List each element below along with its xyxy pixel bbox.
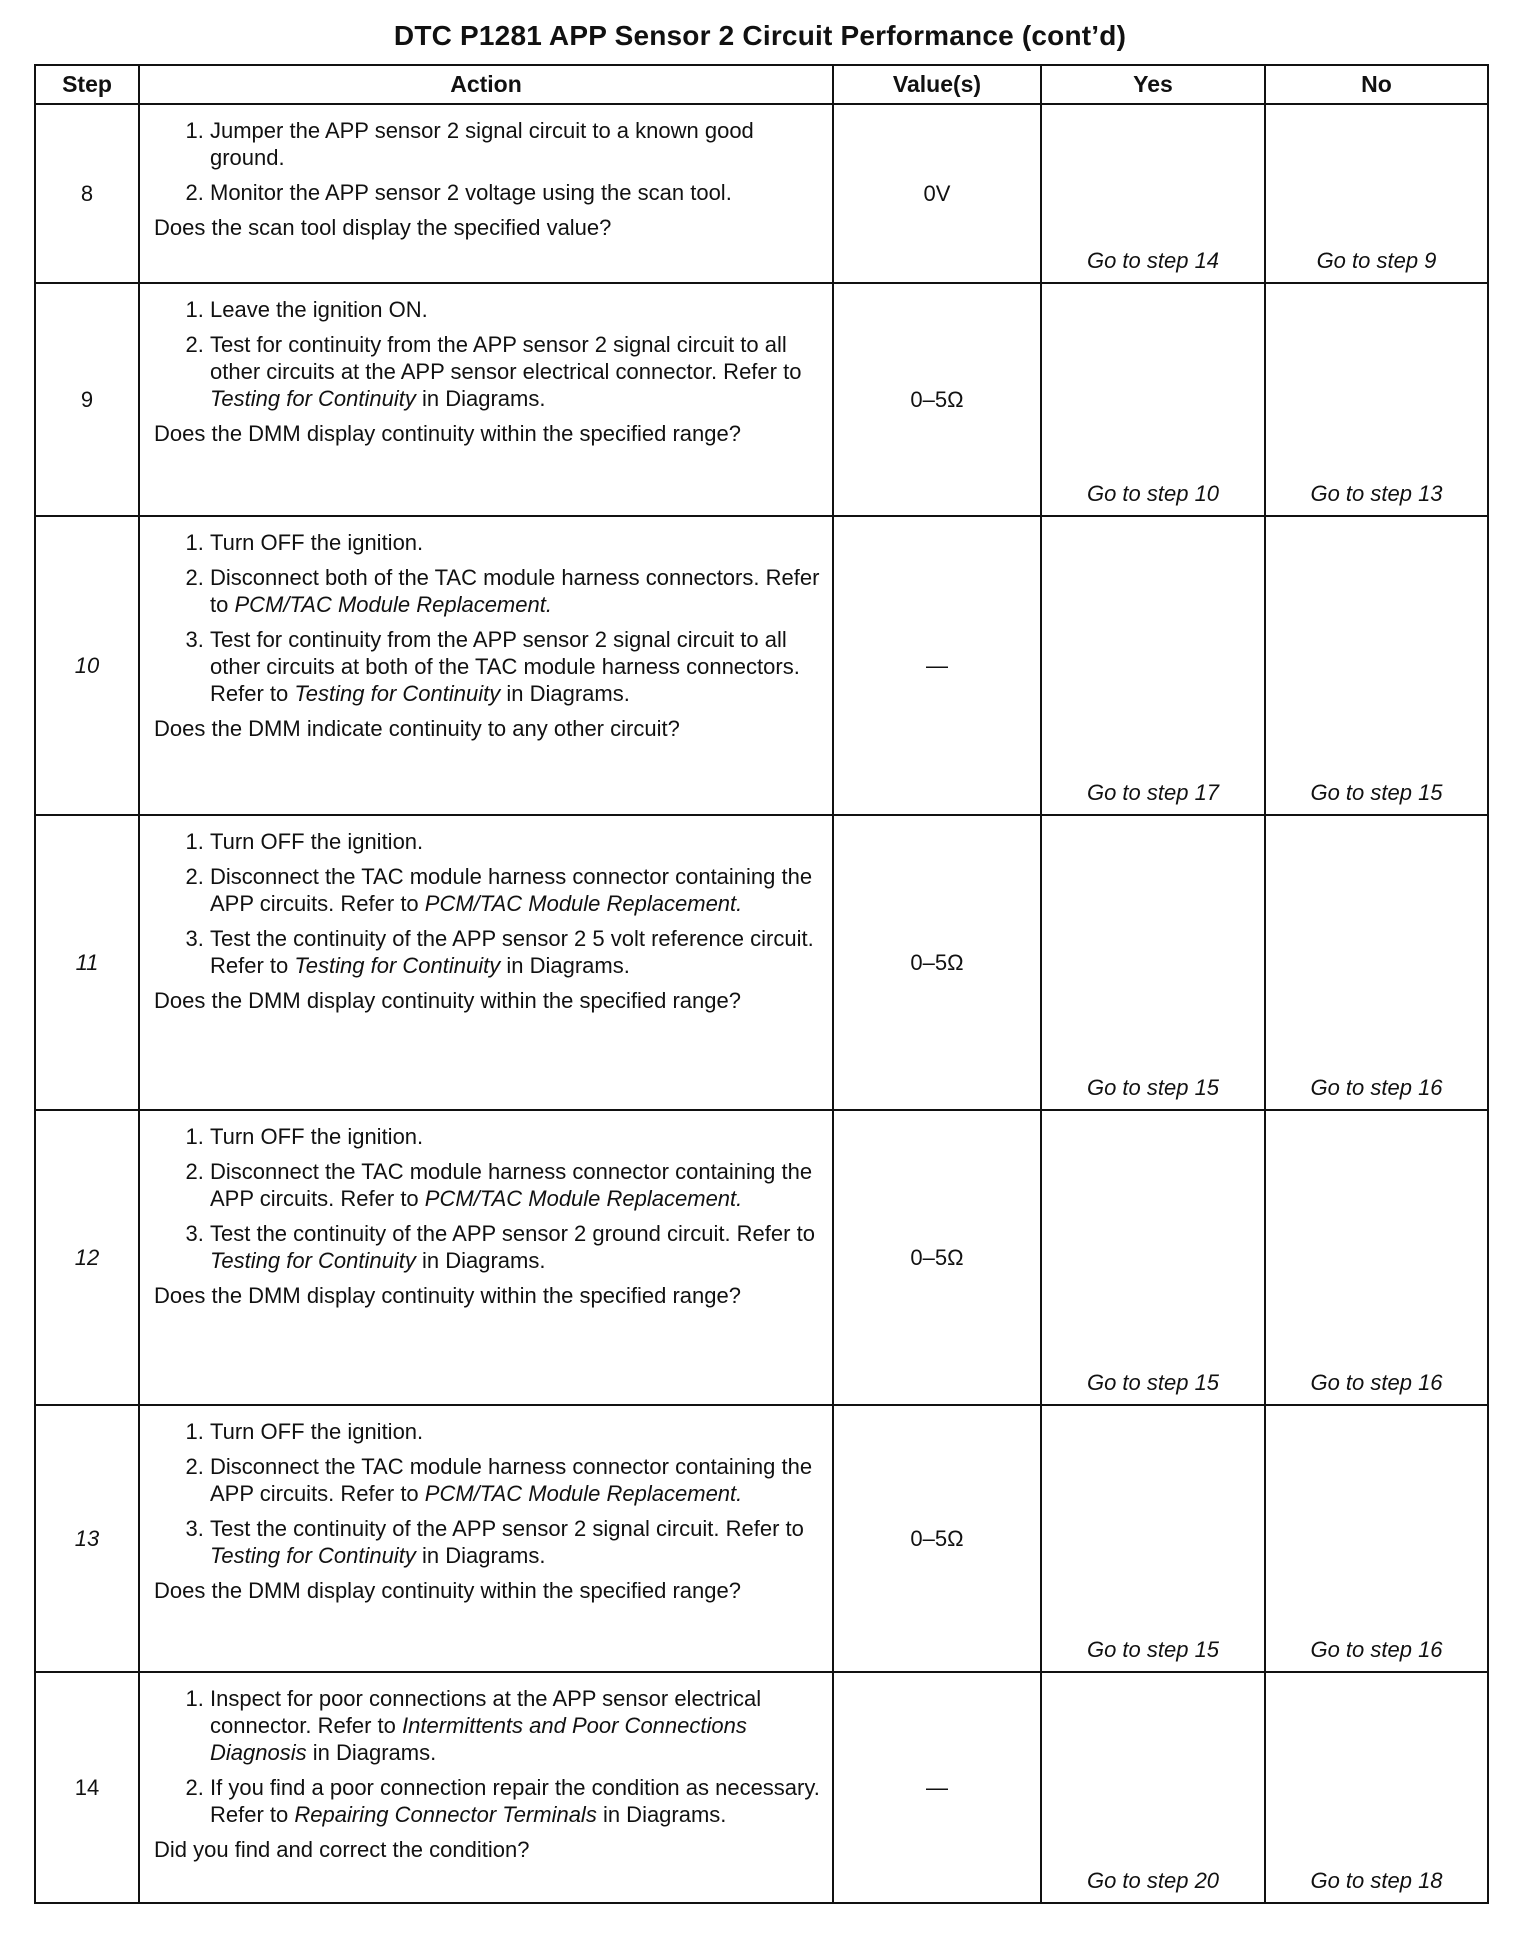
reference-title: Testing for Continuity	[294, 681, 501, 706]
action-item	[210, 1515, 822, 1569]
action-item	[210, 529, 822, 556]
action-text: in Diagrams.	[500, 953, 630, 978]
action-cell	[139, 516, 833, 815]
action-cell	[139, 1110, 833, 1405]
action-item	[210, 1774, 822, 1828]
table-row	[35, 1672, 1488, 1903]
action-item	[210, 179, 822, 206]
reference-title: Testing for Continuity	[210, 386, 416, 411]
question-text: Does the DMM display continuity within the specified range?	[154, 1283, 741, 1308]
action-text: in Diagrams.	[500, 681, 630, 706]
action-item	[210, 626, 822, 707]
step-number: 12	[35, 1110, 139, 1405]
step-number: 11	[35, 815, 139, 1110]
header-values: Value(s)	[833, 65, 1041, 104]
action-list	[154, 296, 822, 412]
action-item	[210, 1453, 822, 1507]
action-text: Test for continuity from the APP sensor 2 signal circuit to all other circuits at both of the TAC module harness connectors. Refer to	[210, 627, 800, 706]
action-text: Jumper the APP sensor 2 signal circuit to a known good ground.	[210, 118, 754, 170]
action-text: in Diagrams.	[306, 1740, 437, 1765]
action-text: Disconnect the TAC module harness connector containing the APP circuits. Refer to	[210, 864, 813, 916]
reference-title: PCM/TAC Module Replacement.	[424, 1186, 743, 1211]
action-text: Disconnect the TAC module harness connector containing the APP circuits. Refer to	[210, 1454, 813, 1506]
no-cell: Go to step 15	[1265, 516, 1488, 815]
question-text: Did you find and correct the condition?	[154, 1837, 530, 1862]
action-text: Test the continuity of the APP sensor 2 5 volt reference circuit. Refer to	[210, 926, 814, 978]
action-item	[210, 1158, 822, 1212]
step-number: 8	[35, 104, 139, 283]
action-item	[210, 331, 822, 412]
action-text: Turn OFF the ignition.	[210, 829, 424, 854]
table-row	[35, 104, 1488, 283]
action-text: Test for continuity from the APP sensor 2 signal circuit to all other circuits at the APP sensor electrical connector. Refer to	[210, 332, 802, 384]
value-cell: —	[833, 516, 1041, 815]
action-text: in Diagrams.	[415, 1543, 546, 1568]
action-item	[210, 1220, 822, 1274]
action-list	[154, 828, 822, 979]
reference-title: PCM/TAC Module Replacement.	[424, 1481, 743, 1506]
action-item	[210, 828, 822, 855]
action-cell	[139, 815, 833, 1110]
no-cell: Go to step 9	[1265, 104, 1488, 283]
action-item	[210, 117, 822, 171]
no-cell: Go to step 16	[1265, 1110, 1488, 1405]
action-item	[210, 863, 822, 917]
diagnostic-table	[34, 64, 1489, 1904]
value-cell: —	[833, 1672, 1041, 1903]
action-text: in Diagrams.	[415, 1248, 546, 1273]
action-text: Test the continuity of the APP sensor 2 signal circuit. Refer to	[210, 1516, 804, 1541]
action-text: Inspect for poor connections at the APP sensor electrical connector. Refer to	[210, 1686, 762, 1738]
value-cell: 0–5Ω	[833, 283, 1041, 516]
action-item	[210, 925, 822, 979]
action-text: If you find a poor connection repair the condition as necessary. Refer to	[210, 1775, 820, 1827]
table-row	[35, 283, 1488, 516]
action-cell	[139, 1672, 833, 1903]
yes-cell: Go to step 15	[1041, 815, 1265, 1110]
table-row	[35, 815, 1488, 1110]
yes-cell: Go to step 15	[1041, 1405, 1265, 1672]
header-action: Action	[139, 65, 833, 104]
no-cell: Go to step 16	[1265, 1405, 1488, 1672]
action-item	[210, 1123, 822, 1150]
reference-title: Testing for Continuity	[294, 953, 501, 978]
question-text: Does the DMM display continuity within the specified range?	[154, 421, 741, 446]
step-number: 13	[35, 1405, 139, 1672]
reference-title: Intermittents and Poor Connections Diagnosis	[210, 1713, 747, 1765]
action-list	[154, 117, 822, 206]
no-cell: Go to step 16	[1265, 815, 1488, 1110]
yes-cell: Go to step 14	[1041, 104, 1265, 283]
header-step: Step	[35, 65, 139, 104]
yes-cell: Go to step 10	[1041, 283, 1265, 516]
yes-cell: Go to step 20	[1041, 1672, 1265, 1903]
value-cell: 0–5Ω	[833, 1405, 1041, 1672]
step-number: 10	[35, 516, 139, 815]
table-row	[35, 1405, 1488, 1672]
value-cell: 0–5Ω	[833, 815, 1041, 1110]
action-list	[154, 1418, 822, 1569]
table-row	[35, 516, 1488, 815]
yes-cell: Go to step 15	[1041, 1110, 1265, 1405]
question-text: Does the DMM display continuity within the specified range?	[154, 988, 741, 1013]
header-row	[35, 65, 1488, 104]
step-number: 9	[35, 283, 139, 516]
no-cell: Go to step 18	[1265, 1672, 1488, 1903]
action-item	[210, 1418, 822, 1445]
action-list	[154, 1685, 822, 1828]
action-text: Turn OFF the ignition.	[210, 1124, 424, 1149]
yes-cell: Go to step 17	[1041, 516, 1265, 815]
action-text: Monitor the APP sensor 2 voltage using the scan tool.	[210, 180, 732, 205]
action-item	[210, 296, 822, 323]
reference-title: PCM/TAC Module Replacement.	[424, 891, 743, 916]
action-text: Disconnect the TAC module harness connector containing the APP circuits. Refer to	[210, 1159, 813, 1211]
question-text: Does the DMM indicate continuity to any other circuit?	[154, 716, 680, 741]
action-text: Disconnect both of the TAC module harness connectors. Refer to	[210, 565, 820, 617]
action-text: in Diagrams.	[596, 1802, 727, 1827]
action-item	[210, 564, 822, 618]
reference-title: PCM/TAC Module Replacement.	[234, 592, 552, 617]
action-list	[154, 529, 822, 707]
reference-title: Testing for Continuity	[210, 1543, 416, 1568]
action-text: Turn OFF the ignition.	[210, 530, 424, 555]
reference-title: Testing for Continuity	[210, 1248, 416, 1273]
action-cell	[139, 104, 833, 283]
action-cell	[139, 1405, 833, 1672]
reference-title: Repairing Connector Terminals	[294, 1802, 597, 1827]
page-title: DTC P1281 APP Sensor 2 Circuit Performance (cont’d)	[393, 20, 1127, 51]
action-item	[210, 1685, 822, 1766]
question-text: Does the DMM display continuity within the specified range?	[154, 1578, 741, 1603]
action-cell	[139, 283, 833, 516]
step-number: 14	[35, 1672, 139, 1903]
action-text: Leave the ignition ON.	[210, 297, 428, 322]
question-text: Does the scan tool display the specified value?	[154, 215, 612, 240]
action-list	[154, 1123, 822, 1274]
header-no: No	[1265, 65, 1488, 104]
table-row	[35, 1110, 1488, 1405]
header-yes: Yes	[1041, 65, 1265, 104]
value-cell: 0–5Ω	[833, 1110, 1041, 1405]
action-text: Turn OFF the ignition.	[210, 1419, 424, 1444]
action-text: in Diagrams.	[415, 386, 546, 411]
no-cell: Go to step 13	[1265, 283, 1488, 516]
action-text: Test the continuity of the APP sensor 2 ground circuit. Refer to	[210, 1221, 815, 1246]
value-cell: 0V	[833, 104, 1041, 283]
